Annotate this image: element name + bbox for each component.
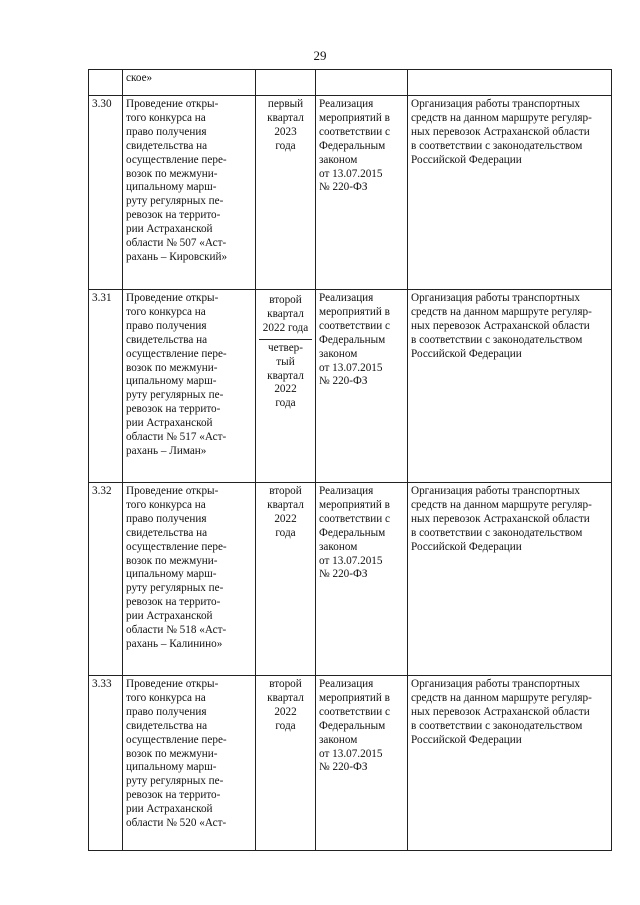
table-row xyxy=(89,676,612,851)
cell-name: ское» xyxy=(123,70,256,96)
cell-action: Реализация мероприятий в соответствии с Федеральным законом от 13.07.2015 № 220-ФЗ xyxy=(316,676,408,851)
term-sub-a: второй квартал 2022 года xyxy=(262,294,309,334)
page-number: 29 xyxy=(313,48,327,63)
cell-num xyxy=(89,70,123,96)
cell-result: Организация работы транспортных средств на данном маршруте регуляр- ных перевозок Астраханской области в соответствии с законодательством Российской Федерации xyxy=(408,290,612,483)
cell-action: Реализация мероприятий в соответствии с Федеральным законом от 13.07.2015 № 220-ФЗ xyxy=(316,96,408,290)
cell-result: Организация работы транспортных средств на данном маршруте регуляр- ных перевозок Астраханской области в соответствии с законодательством Российской Федерации xyxy=(408,96,612,290)
cell-name: Проведение откры- того конкурса на право получения свидетельства на осуществление пере- возок по межмуни- ципальному марш- руту регулярных пе- ревозок на террито- рии Астраханской области № 507 «Аст- рахань – Кировский» xyxy=(123,96,256,290)
term-sub-b: четвер- тый квартал 2022 года xyxy=(259,339,312,415)
table-row xyxy=(89,483,612,676)
cell-term: второй квартал 2022 года xyxy=(256,483,316,676)
cell-term xyxy=(256,290,316,483)
cell-action xyxy=(316,70,408,96)
cell-result: Организация работы транспортных средств на данном маршруте регуляр- ных перевозок Астраханской области в соответствии с законодательством Российской Федерации xyxy=(408,483,612,676)
cell-num: 3.31 xyxy=(89,290,123,483)
table-row-continuation xyxy=(89,70,612,96)
cell-action: Реализация мероприятий в соответствии с Федеральным законом от 13.07.2015 № 220-ФЗ xyxy=(316,290,408,483)
cell-name: Проведение откры- того конкурса на право получения свидетельства на осуществление пере- возок по межмуни- ципальному марш- руту регулярных пе- ревозок на террито- рии Астраханской области № 520 «Аст- xyxy=(123,676,256,851)
table-row xyxy=(89,290,612,483)
cell-name: Проведение откры- того конкурса на право получения свидетельства на осуществление пере- возок по межмуни- ципальному марш- руту регулярных пе- ревозок на террито- рии Астраханской области № 517 «Аст- рахань – Лиман» xyxy=(123,290,256,483)
cell-result xyxy=(408,70,612,96)
cell-term: второй квартал 2022 года xyxy=(256,676,316,851)
cell-term xyxy=(256,70,316,96)
table-row xyxy=(89,96,612,290)
cell-term: первый квартал 2023 года xyxy=(256,96,316,290)
cell-name: Проведение откры- того конкурса на право получения свидетельства на осуществление пере- возок по межмуни- ципальному марш- руту регулярных пе- ревозок на террито- рии Астраханской области № 518 «Аст- рахань – Калинино» xyxy=(123,483,256,676)
cell-num: 3.30 xyxy=(89,96,123,290)
cell-num: 3.32 xyxy=(89,483,123,676)
plan-table xyxy=(88,69,612,851)
cell-num: 3.33 xyxy=(89,676,123,851)
cell-action: Реализация мероприятий в соответствии с Федеральным законом от 13.07.2015 № 220-ФЗ xyxy=(316,483,408,676)
cell-result: Организация работы транспортных средств на данном маршруте регуляр- ных перевозок Астраханской области в соответствии с законодательством Российской Федерации xyxy=(408,676,612,851)
